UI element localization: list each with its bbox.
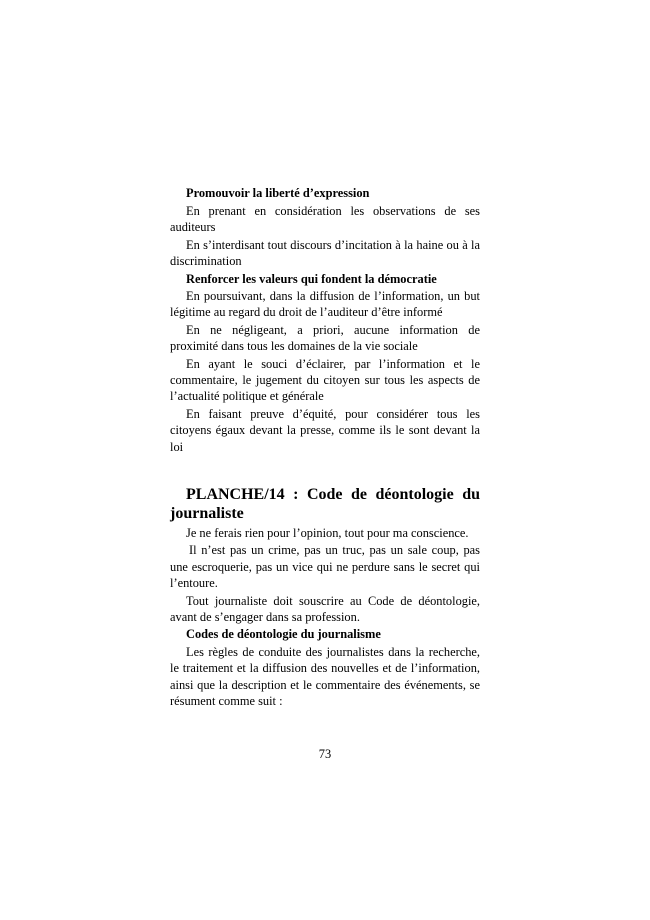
section-spacer (170, 455, 480, 485)
section-heading-codes-deontologie: Codes de déontologie du journalisme (186, 627, 381, 642)
paragraph-eclairer-citoyen: En ayant le souci d’éclairer, par l’information et le commentaire, le jugement du citoyen sur tous les aspects de l’actualité politique et générale (170, 357, 480, 404)
page-body (170, 185, 480, 709)
paragraph-souscrire-code: Tout journaliste doit souscrire au Code de déontologie, avant de s’engager dans sa profession. (170, 593, 480, 624)
section-heading-valeurs-democratie: Renforcer les valeurs qui fondent la démocratie (186, 271, 437, 286)
paragraph-regles-conduite: Les règles de conduite des journalistes dans la recherche, le traitement et la diffusion des nouvelles et de l’information, ainsi que la description et le commentaire des événements, se résument comme suit : (170, 645, 480, 708)
paragraph-information-proximite: En ne négligeant, a priori, aucune information de proximité dans tous les domaines de la vie sociale (170, 323, 480, 354)
paragraph-equite: En faisant preuve d’équité, pour considérer tous les citoyens égaux devant la presse, comme ils le sont devant la loi (170, 407, 480, 454)
paragraph-discours-haine: En s’interdisant tout discours d’incitation à la haine ou à la discrimination (170, 237, 480, 268)
section-heading-liberte-expression: Promouvoir la liberté d’expression (186, 186, 370, 200)
paragraph-conscience: Je ne ferais rien pour l’opinion, tout pour ma conscience. (186, 525, 469, 540)
chapter-title-planche-14: PLANCHE/14 : Code de déontologie du journaliste (170, 485, 480, 522)
paragraph-observations-auditeurs: En prenant en considération les observations de ses auditeurs (170, 203, 480, 234)
paragraph-secret: Il n’est pas un crime, pas un truc, pas un sale coup, pas une escroquerie, pas un vice qui ne perdure sans le secret qui l’entoure. (170, 543, 480, 590)
paragraph-but-legitime: En poursuivant, dans la diffusion de l’information, un but légitime au regard du droit de l’auditeur d’être informé (170, 289, 480, 320)
page-number: 73 (318, 747, 332, 761)
